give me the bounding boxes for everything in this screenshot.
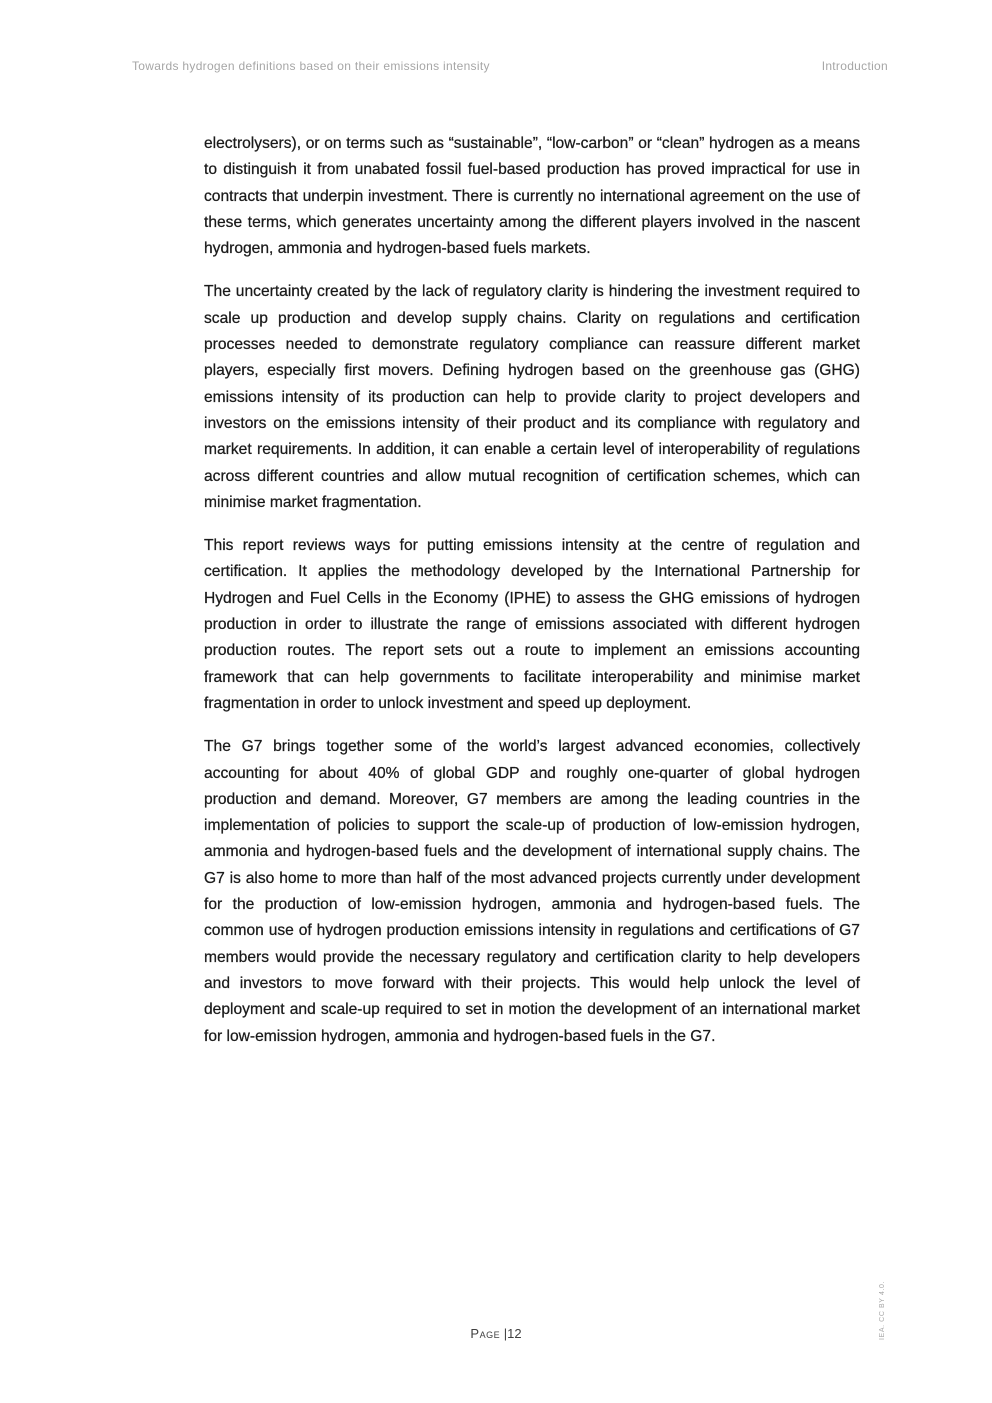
copyright-notice: IEA. CC BY 4.0.	[879, 1280, 886, 1340]
page-number: 12	[507, 1326, 522, 1341]
paragraph-2: The uncertainty created by the lack of regulatory clarity is hindering the investment required to scale up production and develop supply chains. Clarity on regulations and certification processes needed to demonstrate regulatory compliance can reassure different market players, especially first movers. Defining hydrogen based on the greenhouse gas (GHG) emissions intensity of its production can help to provide clarity to project developers and investors on the emissions intensity of their product and its compliance with regulatory and market requirements. In addition, it can enable a certain level of interoperability of regulations across different countries and allow mutual recognition of certification schemes, which can minimise market fragmentation.	[204, 283, 860, 511]
paragraph-4: The G7 brings together some of the world’s largest advanced economies, collectively accounting for about 40% of global GDP and roughly one-quarter of global hydrogen production and demand. Moreover, G7 members are among the leading countries in the implementation of policies to support the scale-up of production of low-emission hydrogen, ammonia and hydrogen-based fuels and the development of international supply chains. The G7 is also home to more than half of the most advanced projects currently under development for the production of low-emission hydrogen, ammonia and hydrogen-based fuels. The common use of hydrogen production emissions intensity in regulations and certifications of G7 members would provide the necessary regulatory and certification clarity to help developers and investors to move forward with their projects. This would help unlock the level of deployment and scale-up required to set in motion the development of an international market for low-emission hydrogen, ammonia and hydrogen-based fuels in the G7.	[204, 738, 860, 1045]
page-footer	[0, 1326, 992, 1341]
body-text	[204, 131, 860, 1067]
page-separator: |	[503, 1326, 508, 1341]
report-title-header: Towards hydrogen definitions based on their emissions intensity	[132, 59, 490, 73]
section-title-header: Introduction	[821, 59, 888, 73]
paragraph-3: This report reviews ways for putting emissions intensity at the centre of regulation and certification. It applies the methodology developed by the International Partnership for Hydrogen and Fuel Cells in the Economy (IPHE) to assess the GHG emissions of hydrogen production in order to illustrate the range of emissions associated with different hydrogen production routes. The report sets out a route to implement an emissions accounting framework that can help governments to facilitate interoperability and minimise market fragmentation in order to unlock investment and speed up deployment.	[204, 537, 860, 712]
page-label: Page	[470, 1326, 501, 1341]
paragraph-1: electrolysers), or on terms such as “sustainable”, “low-carbon” or “clean” hydrogen as a means to distinguish it from unabated fossil fuel-based production has proved impractical for use in contracts that underpin investment. There is currently no international agreement on the use of these terms, which generates uncertainty among the different players involved in the nascent hydrogen, ammonia and hydrogen-based fuels markets.	[204, 135, 860, 258]
